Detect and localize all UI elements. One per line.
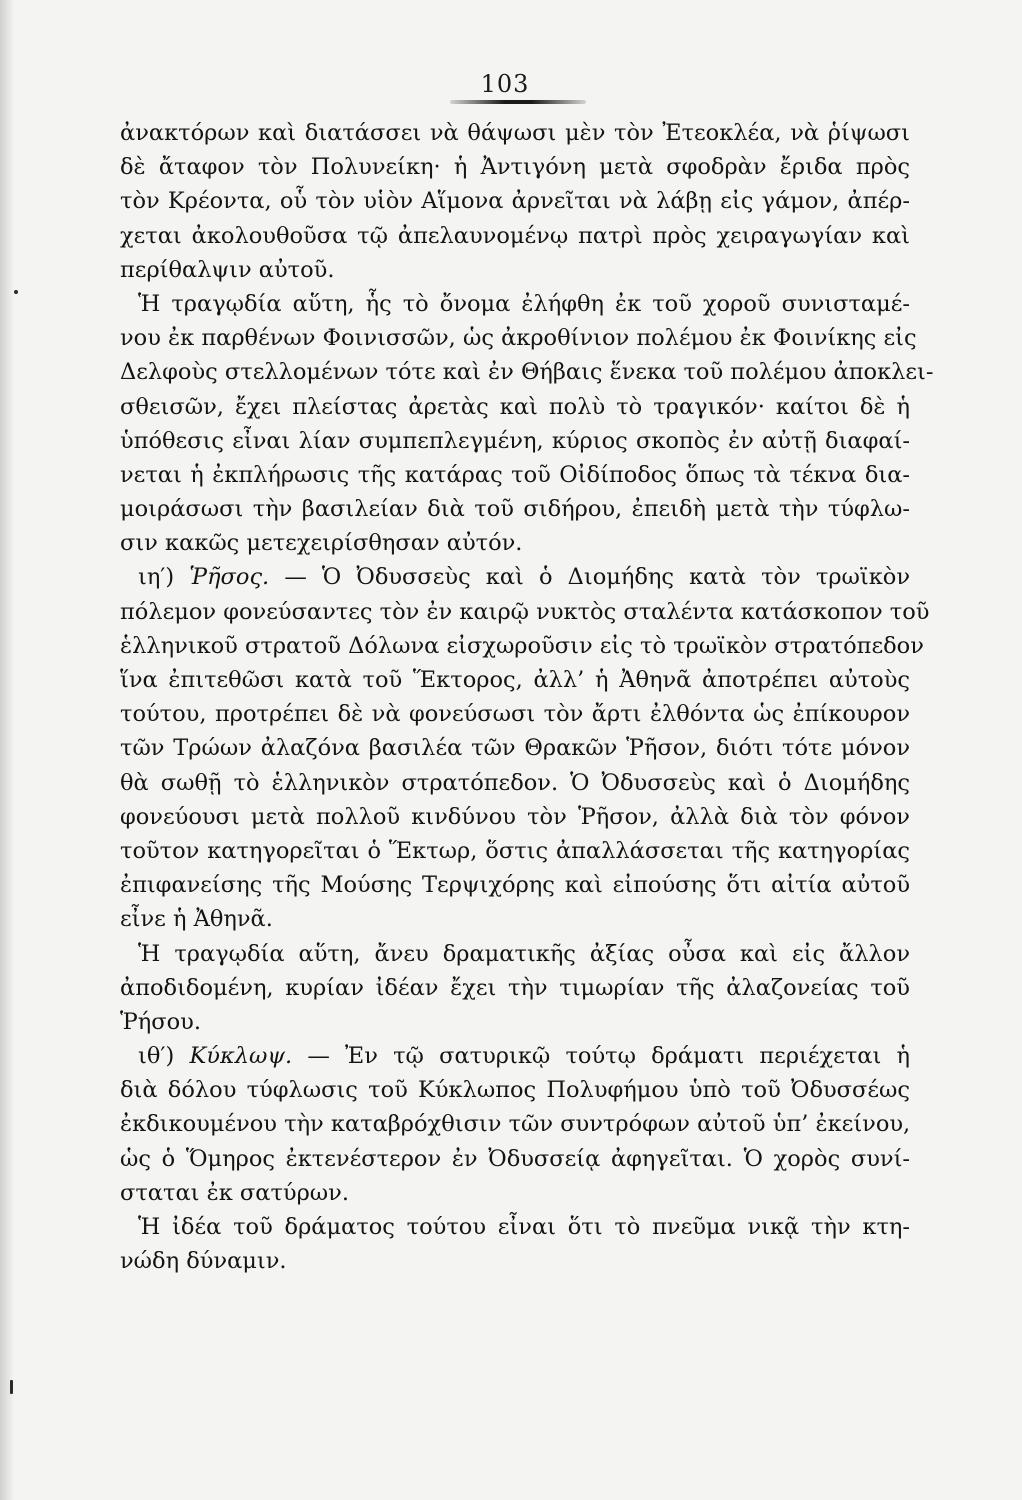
text-line: εἶνε ἡ Ἀθηνᾶ. (120, 906, 273, 933)
text-line: Ἡ ἰδέα τοῦ δράματος τούτου εἶναι ὅτι τὸ πνεῦμα νικᾷ τὴν κτη- (138, 1214, 910, 1240)
section-title: Ῥῆσος. (189, 564, 270, 591)
text-line: σταται ἐκ σατύρων. (120, 1179, 349, 1206)
text-line: νώδη δύναμιν. (120, 1248, 287, 1275)
page-number: 103 (480, 70, 530, 98)
text-line: μοιράσωσι τὴν βασιλείαν διὰ τοῦ σιδήρου, ἐπειδὴ μετὰ τὴν τύφλω- (120, 496, 910, 523)
section-number: ιθ′) (138, 1043, 190, 1070)
ink-speck (14, 290, 18, 294)
text-line: χεται ἀκολουθοῦσα τῷ ἀπελαυνομένῳ πατρὶ πρὸς χειραγωγίαν καὶ (120, 222, 910, 249)
line-text: — Ἐν τῷ σατυρικῷ τούτῳ δράματι περιέχεται ἡ (292, 1043, 910, 1070)
text-line (120, 560, 910, 594)
text-line: ὑπόθεσις εἶναι λίαν συμπεπλεγμένη, κύριος σκοπὸς ἐν αὐτῇ διαφαί- (120, 427, 910, 454)
text-line: ἐπιφανείσης τῆς Μούσης Τερψιχόρης καὶ εἰπούσης ὅτι αἰτία αὐτοῦ (120, 872, 910, 899)
line-text: — Ὁ Ὀδυσσεὺς καὶ ὁ Διομήδης κατὰ τὸν τρωϊκὸν (269, 564, 910, 591)
text-line: σιν κακῶς μετεχειρίσθησαν αὐτόν. (120, 530, 523, 557)
text-line: ἑλληνικοῦ στρατοῦ Δόλωνα εἰσχωροῦσιν εἰς τὸ τρωϊκὸν στρατόπεδον (120, 632, 924, 659)
text-line: δὲ ἄταφον τὸν Πολυνείκη· ἡ Ἀντιγόνη μετὰ σφοδρὰν ἔριδα πρὸς (120, 154, 910, 181)
text-line: ἐκδικουμένου τὴν καταβρόχθισιν τῶν συντρόφων αὐτοῦ ὑπ’ ἐκείνου, (120, 1111, 911, 1138)
text-line: νεται ἡ ἐκπλήρωσις τῆς κατάρας τοῦ Οἰδίποδος ὅπως τὰ τέκνα δια- (120, 461, 910, 488)
page-edge-shadow (0, 0, 14, 1500)
page-number-rule (450, 100, 586, 104)
text-line: τούτου, προτρέπει δὲ νὰ φονεύσωσι τὸν ἄρτι ἐλθόντα ὡς ἐπίκουρον (120, 701, 910, 728)
text-line: ἀνακτόρων καὶ διατάσσει νὰ θάψωσι μὲν τὸν Ἐτεοκλέα, νὰ ῥίψωσι (120, 120, 910, 146)
text-line: διὰ δόλου τύφλωσις τοῦ Κύκλωπος Πολυφήμου ὑπὸ τοῦ Ὀδυσσέως (120, 1077, 910, 1104)
text-line: θὰ σωθῇ τὸ ἑλληνικὸν στρατόπεδον. Ὁ Ὀδυσσεὺς καὶ ὁ Διομήδης (120, 769, 910, 796)
text-line: ὡς ὁ Ὅμηρος ἐκτενέστερον ἐν Ὀδυσσείᾳ ἀφηγεῖται. Ὁ χορὸς συνί- (120, 1145, 910, 1172)
section-number: ιη′) (138, 564, 190, 591)
ink-speck (10, 1380, 13, 1394)
text-line: σθεισῶν, ἔχει πλείστας ἀρετὰς καὶ πολὺ τὸ τραγικόν· καίτοι δὲ ἡ (120, 393, 910, 420)
text-line: νου ἐκ παρθένων Φοινισσῶν, ὡς ἀκροθίνιον πολέμου ἐκ Φοινίκης εἰς (120, 325, 917, 352)
text-line: Ῥήσου. (120, 1008, 201, 1035)
text-line: τῶν Τρώων ἀλαζόνα βασιλέα τῶν Θρακῶν Ῥῆσον, διότι τότε μόνον (120, 735, 910, 762)
text-line: τοῦτον κατηγορεῖται ὁ Ἕκτωρ, ὅστις ἀπαλλάσσεται τῆς κατηγορίας (120, 837, 910, 864)
text-line: φονεύουσι μετὰ πολλοῦ κινδύνου τὸν Ῥῆσον, ἀλλὰ διὰ τὸν φόνον (120, 803, 910, 830)
text-line: ἵνα ἐπιτεθῶσι κατὰ τοῦ Ἕκτορος, ἀλλ’ ἡ Ἀθηνᾶ ἀποτρέπει αὐτοὺς (120, 667, 910, 693)
text-line: περίθαλψιν αὐτοῦ. (120, 256, 335, 283)
text-line: πόλεμον φονεύσαντες τὸν ἐν καιρῷ νυκτὸς σταλέντα κατάσκοπον τοῦ (120, 598, 930, 625)
text-line: Ἡ τραγῳδία αὕτη, ἄνευ δραματικῆς ἀξίας οὖσα καὶ εἰς ἄλλον (138, 940, 910, 967)
page-body-text (120, 116, 934, 1278)
text-line: ἀποδιδομένη, κυρίαν ἰδέαν ἔχει τὴν τιμωρίαν τῆς ἀλαζονείας τοῦ (120, 974, 910, 1001)
text-line: Δελφοὺς στελλομένων τότε καὶ ἐν Θήβαις ἕνεκα τοῦ πολέμου ἀποκλει- (120, 359, 934, 386)
text-line (120, 1039, 910, 1073)
text-line: τὸν Κρέοντα, οὗ τὸν υἱὸν Αἵμονα ἀρνεῖται νὰ λάβῃ εἰς γάμον, ἀπέρ- (120, 188, 910, 215)
section-title: Κύκλωψ. (189, 1043, 293, 1070)
text-line: Ἡ τραγῳδία αὕτη, ἧς τὸ ὄνομα ἐλήφθη ἐκ τοῦ χοροῦ συνισταμέ- (138, 290, 910, 317)
